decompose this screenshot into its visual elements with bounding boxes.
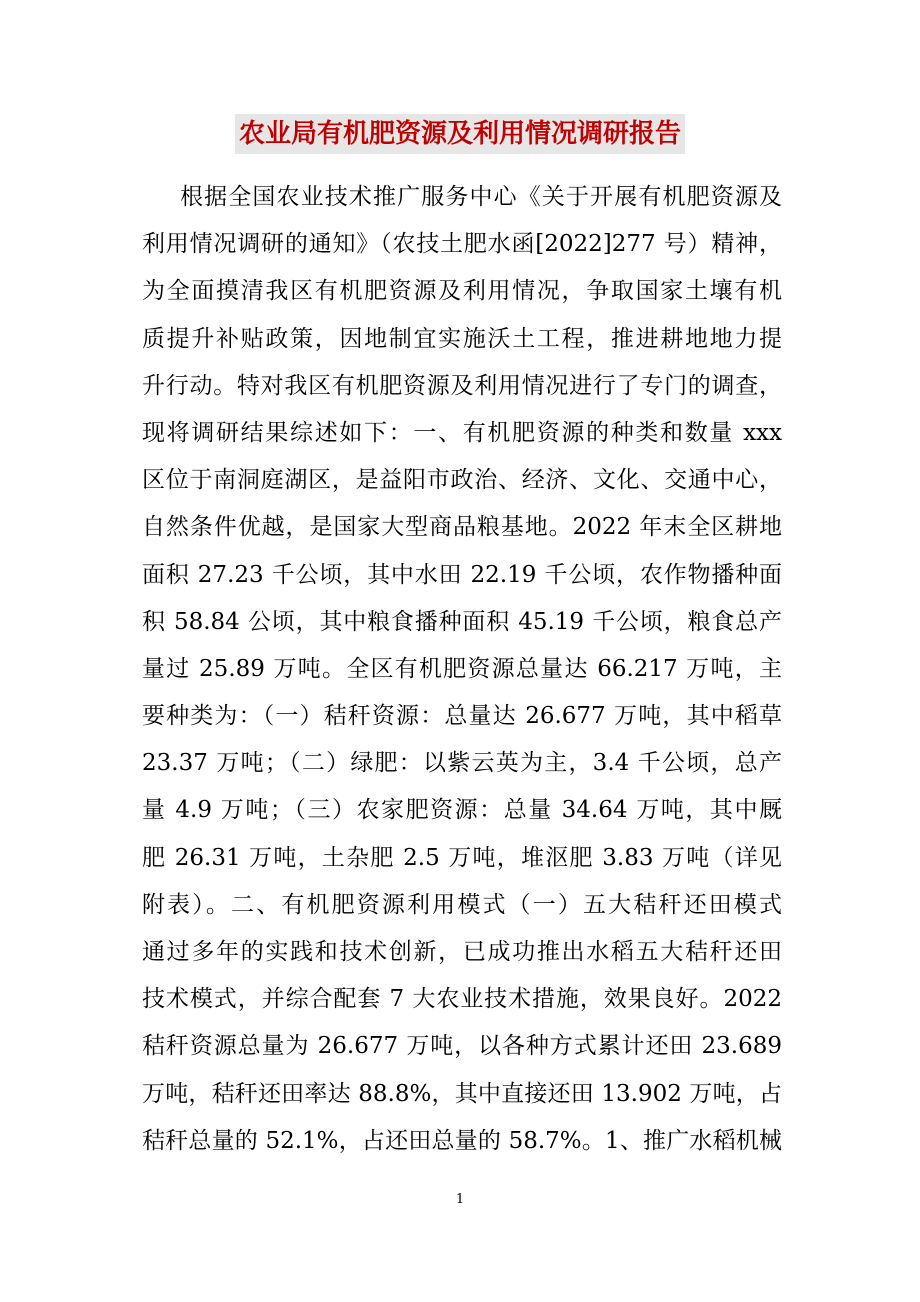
body-line: 升行动。特对我区有机肥资源及利用情况进行了专门的调查，	[142, 372, 782, 399]
body-line: 秸秆资源总量为 26.677 万吨，以各种方式累计还田 23.689	[142, 1033, 782, 1060]
body-line: 附表）。二、有机肥资源利用模式（一）五大秸秆还田模式	[142, 891, 782, 918]
body-line: 根据全国农业技术推广服务中心《关于开展有机肥资源及	[180, 184, 782, 210]
body-line: 要种类为：（一）秸秆资源：总量达 26.677 万吨，其中稻草	[142, 703, 782, 730]
body-line: 为全面摸清我区有机肥资源及利用情况，争取国家土壤有机	[142, 278, 782, 305]
page-number: 1	[455, 1192, 465, 1207]
body-text	[142, 174, 782, 1165]
body-line: 区位于南洞庭湖区，是益阳市政治、经济、文化、交通中心，	[142, 467, 782, 494]
body-line: 自然条件优越，是国家大型商品粮基地。2022 年末全区耕地	[142, 514, 782, 541]
body-line: 质提升补贴政策，因地制宜实施沃土工程，推进耕地地力提	[142, 325, 782, 352]
body-line: 积 58.84 公顷，其中粮食播种面积 45.19 千公顷，粮食总产	[142, 608, 782, 635]
body-line: 现将调研结果综述如下：一、有机肥资源的种类和数量 xxx	[142, 419, 782, 446]
body-line: 面积 27.23 千公顷，其中水田 22.19 千公顷，农作物播种面	[142, 561, 782, 588]
body-line: 利用情况调研的通知》（农技土肥水函[2022]277 号）精神，	[142, 231, 782, 258]
body-line: 肥 26.31 万吨，土杂肥 2.5 万吨，堆沤肥 3.83 万吨（详见	[142, 844, 782, 871]
body-line: 通过多年的实践和技术创新，已成功推出水稻五大秸秆还田	[142, 939, 782, 965]
body-line: 技术模式，并综合配套 7 大农业技术措施，效果良好。2022	[142, 986, 782, 1013]
body-line: 万吨，秸秆还田率达 88.8%，其中直接还田 13.902 万吨，占	[142, 1080, 782, 1107]
title-container	[0, 114, 920, 154]
body-line: 量过 25.89 万吨。全区有机肥资源总量达 66.217 万吨，主	[142, 655, 782, 682]
body-line: 秸秆总量的 52.1%，占还田总量的 58.7%。1、推广水稻机械	[142, 1127, 782, 1154]
body-line: 量 4.9 万吨；（三）农家肥资源：总量 34.64 万吨，其中厩	[142, 797, 782, 824]
body-line: 23.37 万吨；（二）绿肥：以紫云英为主，3.4 千公顷，总产	[142, 750, 782, 777]
document-title: 农业局有机肥资源及利用情况调研报告	[235, 114, 685, 154]
